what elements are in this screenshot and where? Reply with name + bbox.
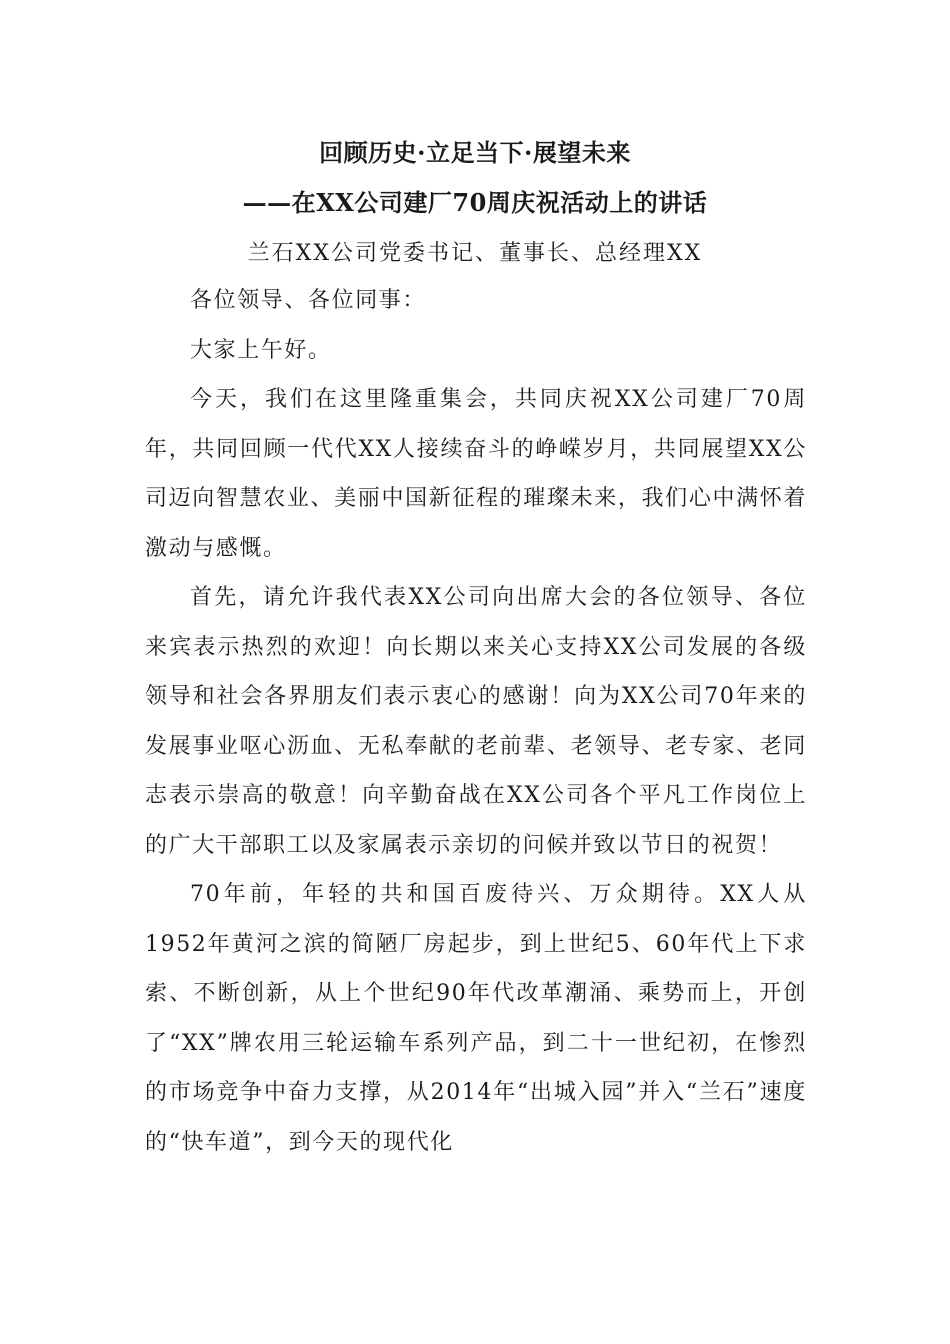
document-title: 回顾历史·立足当下·展望未来 xyxy=(319,138,631,167)
body-paragraph: 70年前，年轻的共和国百废待兴、万众期待。XX人从1952年黄河之滨的简陋厂房起步，到上世纪5、60年代上下求索、不断创新，从上个世纪90年代改革潮涌、乘势而上，开创了“XX”牌农用三轮运输车系列产品，到二十一世纪初，在惨烈的市场竞争中奋力支撑，从2014年“出城入园”并入“兰石”速度的“快车道”，到今天的现代化 xyxy=(145,882,807,1155)
greeting-paragraph: 大家上午好。 xyxy=(190,337,332,363)
document-subtitle: ——在XX公司建厂70周庆祝活动上的讲话 xyxy=(242,188,708,217)
body-paragraph: 今天，我们在这里隆重集会，共同庆祝XX公司建厂70周年，共同回顾一代代XX人接续奋斗的峥嵘岁月，共同展望XX公司迈向智慧农业、美丽中国新征程的璀璨未来，我们心中满怀着激动与感慨。 xyxy=(145,387,807,561)
body-paragraph: 首先，请允许我代表XX公司向出席大会的各位领导、各位来宾表示热烈的欢迎！向长期以来关心支持XX公司发展的各级领导和社会各界朋友们表示衷心的感谢！向为XX公司70年来的发展事业呕心沥血、无私奉献的老前辈、老领导、老专家、老同志表示崇高的敬意！向辛勤奋战在XX公司各个平凡工作岗位上的广大干部职工以及家属表示亲切的问候并致以节日的祝贺！ xyxy=(145,585,807,858)
salutation-paragraph: 各位领导、各位同事： xyxy=(190,288,427,313)
speaker-byline: 兰石XX公司党委书记、董事长、总经理XX xyxy=(247,241,703,266)
speech-body xyxy=(145,276,807,1167)
